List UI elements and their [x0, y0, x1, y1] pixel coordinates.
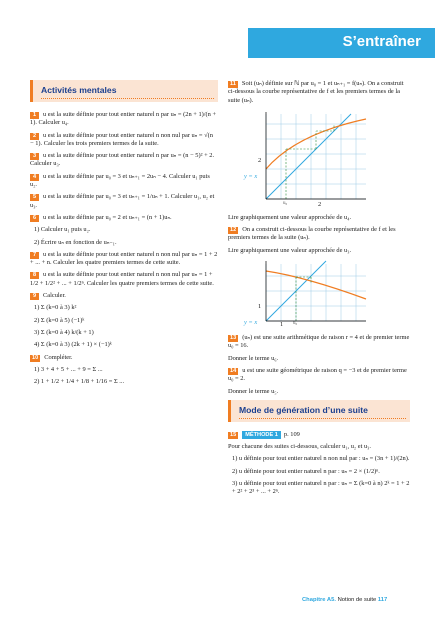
chapter-banner: [248, 28, 435, 58]
exercise-number: 7: [30, 252, 39, 259]
exercise-text: Soit (uₙ) définie sur ℕ par u₀ = 1 et uₙ₊₁ = f(uₙ). On a construit ci-dessous la courbe représentative de f et les premiers termes de la suite (uₙ).: [228, 80, 404, 104]
exercise-14: [228, 367, 410, 384]
banner-title: S’entraîner: [342, 33, 421, 50]
exercise-subitem: [30, 317, 218, 325]
right-column: [228, 80, 410, 501]
exercise-text: Calculer.: [43, 292, 66, 300]
exercise-text: u est la suite définie pour tout entier naturel n par uₙ = (2n + 1)/(n + 1). Calculer u₄.: [30, 111, 217, 127]
exercise-subitem: [30, 378, 218, 386]
footer-title: Notion de suite: [337, 597, 377, 603]
exercise-5: [30, 193, 218, 210]
exercise-number: 14: [230, 367, 237, 374]
exercise-subitem: [30, 366, 218, 374]
methode-page: p. 109: [283, 430, 300, 438]
footer-page: 117: [377, 597, 388, 603]
exercise-number: 13: [230, 335, 237, 342]
exercise-15-item: 3) u définie pour tout entier naturel n par : uₙ = Σ (k=0 à n) 2ᵏ = 1 + 2 + 2² + 2³ + ... + 2ⁿ.: [232, 480, 410, 496]
exercise-12: [228, 226, 410, 243]
exercise-15-intro: Pour chacune des suites ci-dessous, calculer u₁, u₂ et u₃.: [228, 443, 371, 451]
exercise-7: [30, 251, 218, 268]
graph-2-yx-label: y = x: [244, 319, 258, 327]
exercise-number: 1: [30, 112, 39, 119]
exercise-number: 12: [230, 227, 237, 234]
exercise-15: [228, 431, 410, 439]
exercise-6: [30, 214, 218, 222]
graph-1-x-tick: 2: [318, 200, 322, 208]
exercise-14-question: Donner le terme u₅.: [228, 387, 279, 395]
exercise-number: 8: [30, 272, 39, 279]
exercise-text: u est une suite géométrique de raison q = −3 et de premier terme u₀ = 2.: [228, 366, 407, 383]
cobweb-graph-2: [256, 259, 376, 329]
exercise-text: 2) Écrire uₙ en fonction de uₙ₋₁.: [34, 238, 117, 246]
exercise-subitem: [30, 329, 218, 337]
exercise-text: 1) Σ (k=0 à 3) k²: [34, 304, 77, 312]
page-footer: [302, 597, 387, 603]
exercise-text: u est la suite définie pour tout entier naturel n par uₙ = (n − 5)² + 2. Calculer u₃.: [30, 152, 215, 168]
exercise-8: [30, 271, 218, 288]
graph-2-x-tick: 1: [280, 321, 284, 329]
exercise-10: [30, 354, 218, 362]
section-header-activites: [30, 80, 218, 102]
exercise-number: 4: [30, 174, 39, 181]
exercise-number: 9: [30, 293, 39, 300]
left-column: [30, 80, 218, 390]
exercise-text: u est la suite définie pour tout entier naturel n non nul par uₙ = 1 + 2 + ... + n. Calculer les quatre premiers termes de cette suite.: [30, 250, 218, 267]
exercise-number: 3: [30, 153, 39, 160]
exercise-9: [30, 292, 218, 300]
exercise-number: 15: [230, 431, 237, 438]
graph-2-u0-label: u₀: [293, 321, 298, 327]
graph-2: [244, 259, 410, 331]
exercise-text: 2) Σ (k=0 à 5) (−1)ᵏ: [34, 316, 85, 324]
exercise-1: [30, 111, 218, 128]
exercise-11-question: Lire graphiquement une valeur approchée de u₄.: [228, 213, 352, 221]
exercise-text: u est la suite définie pour tout entier naturel n non nul par uₙ = √(n − 1). Calculer les trois premiers termes de la suite.: [30, 131, 213, 147]
section-title: Activités mentales: [41, 85, 117, 95]
section-title: Mode de génération d’une suite: [239, 404, 368, 415]
cobweb-graph-1: [256, 109, 376, 209]
exercise-text: u est la suite définie par u₀ = 3 et uₙ₊₁ = 2uₙ − 4. Calculer u₁ puis u₂.: [30, 172, 210, 189]
exercise-15-item: 1) u définie pour tout entier naturel n non nul par : uₙ = (3n + 1)/(2n).: [232, 455, 410, 463]
exercise-text: 1) Calculer u₁ puis u₂.: [34, 226, 91, 234]
exercise-subitem: [30, 341, 218, 349]
exercise-subitem: [30, 239, 218, 247]
graph-1-y-tick: 2: [258, 156, 262, 164]
exercise-list: [30, 111, 218, 386]
exercise-number: 2: [30, 133, 39, 140]
exercise-2: [30, 132, 218, 149]
graph-1-u0-label: u₀: [283, 200, 288, 206]
exercise-subitem: [30, 226, 218, 234]
graph-1-yx-label: y = x: [244, 172, 258, 180]
methode-link[interactable]: MÉTHODE 1: [242, 431, 281, 439]
section-header-generation: [228, 400, 410, 422]
exercise-text: 4) Σ (k=0 à 3) (2k + 1) × (−1)ᵏ: [34, 341, 112, 349]
exercise-text: On a construit ci-dessous la courbe représentative de f et les premiers termes de la suite (uₙ).: [228, 226, 396, 242]
exercise-3: [30, 152, 218, 169]
exercise-text: 3) Σ (k=0 à 4) k/(k + 1): [34, 328, 94, 336]
section-divider: [41, 98, 214, 99]
exercise-text: (uₙ) est une suite arithmétique de raison r = 4 et de premier terme u₀ = 16.: [228, 334, 410, 350]
exercise-15-item: 2) u définie pour tout entier naturel n par : uₙ = 2 × (1/2)ⁿ.: [232, 467, 380, 475]
footer-chapter: Chapitre A5.: [302, 597, 336, 603]
exercise-4: [30, 173, 218, 190]
exercise-number: 5: [30, 194, 39, 201]
section-divider: [239, 418, 406, 419]
exercise-13: [228, 334, 410, 351]
exercise-text: u est la suite définie par u₀ = 3 et uₙ₊₁ = 1/uₙ + 1. Calculer u₁, u₂ et u₃.: [30, 193, 215, 209]
graph-1: [244, 109, 410, 211]
exercise-number: 11: [230, 81, 236, 87]
exercise-13-question: Donner le terme u₆.: [228, 354, 279, 362]
exercise-text: 2) 1 + 1/2 + 1/4 + 1/8 + 1/16 = Σ ...: [34, 378, 125, 386]
exercise-text: u est la suite définie par u₀ = 2 et uₙ₊₁ = (n + 1)uₙ.: [43, 213, 172, 221]
exercise-number: 6: [30, 215, 39, 222]
exercise-text: Compléter.: [44, 353, 73, 361]
exercise-subitem: [30, 304, 218, 312]
graph-2-y-tick: 1: [258, 303, 262, 311]
exercise-text: 1) 3 + 4 + 5 + ... + 9 = Σ ...: [34, 365, 103, 373]
exercise-number: 10: [32, 354, 39, 361]
exercise-12-question: Lire graphiquement une valeur approchée de u₃.: [228, 246, 352, 254]
exercise-11: [228, 80, 410, 105]
exercise-text: u est la suite définie pour tout entier naturel n non nul par uₙ = 1 + 1/2 + 1/2² + ... + 1/2ⁿ. Calculer les quatre premiers termes de cette suite.: [30, 271, 214, 287]
